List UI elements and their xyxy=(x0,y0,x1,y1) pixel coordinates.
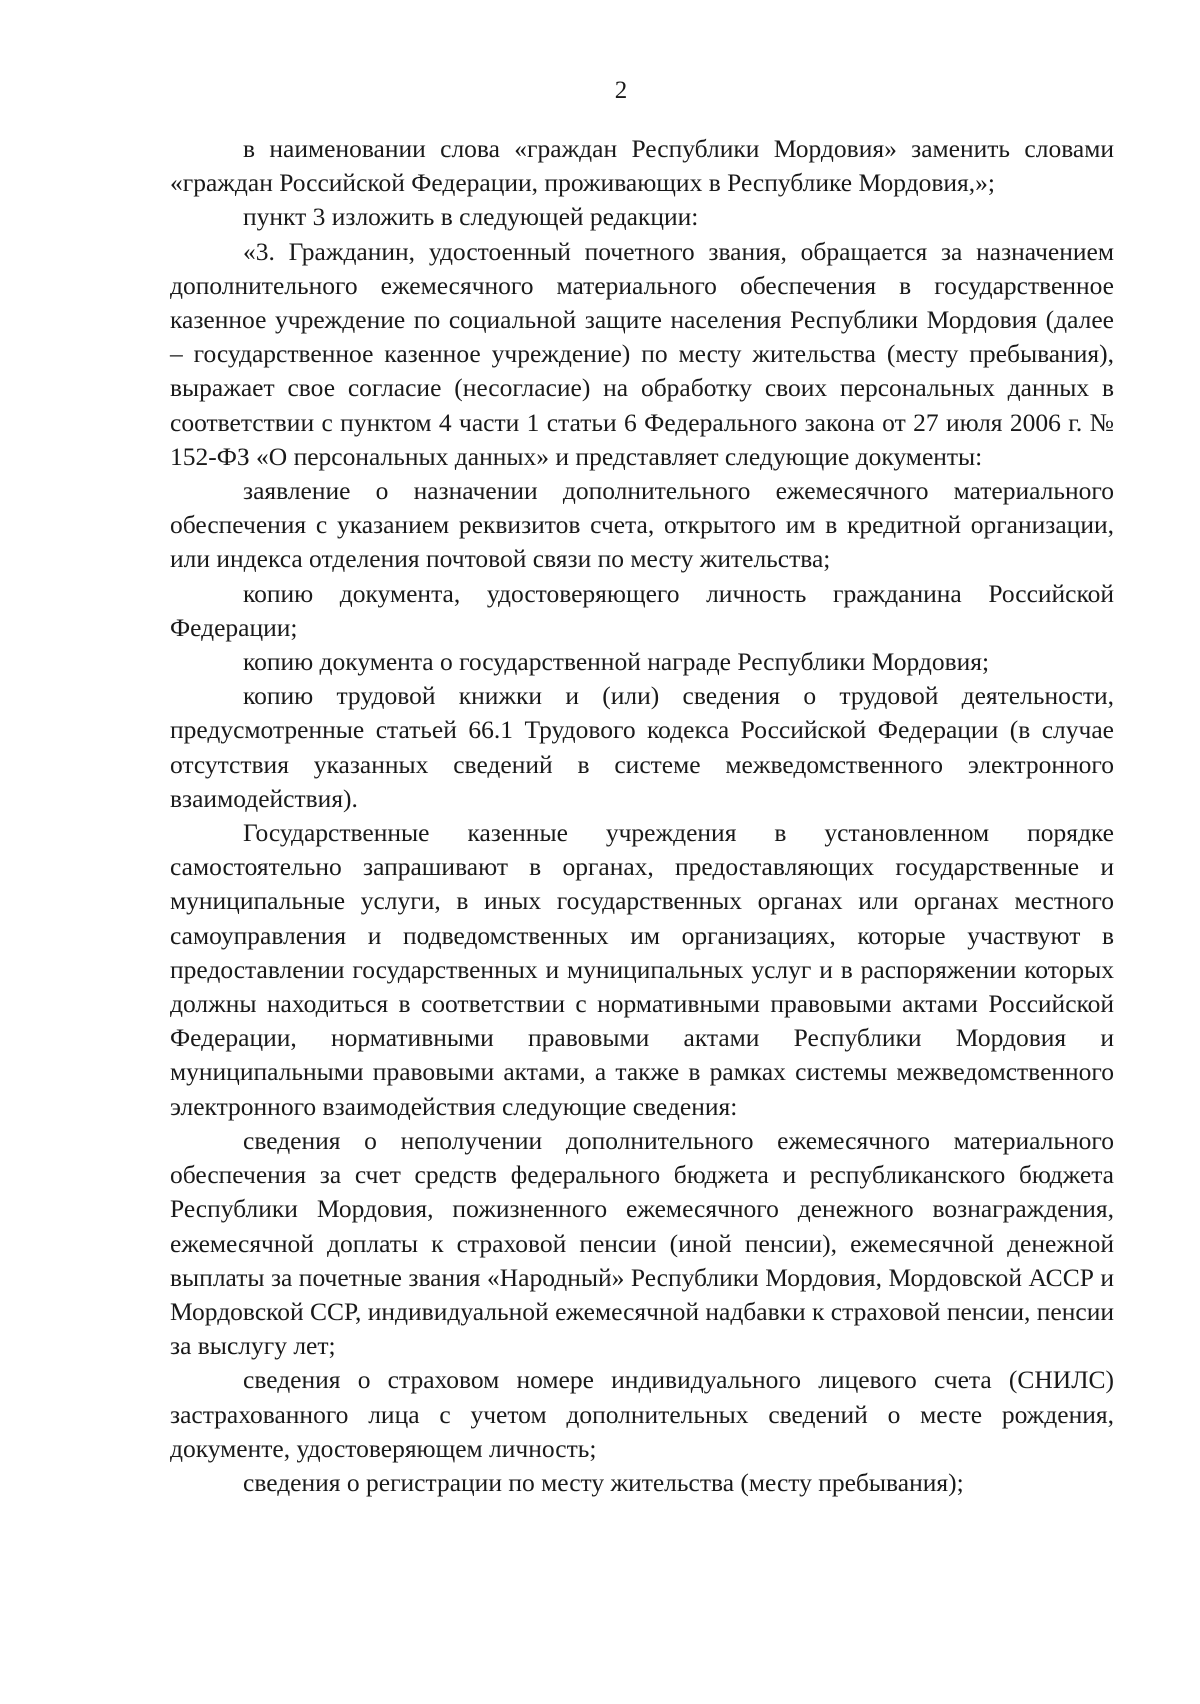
paragraph: копию трудовой книжки и (или) сведения о трудовой деятельности, предусмотренные статьей 66.1 Трудового кодекса Российской Федерации (в случае отсутствия указанных сведений в системе межведомственного электронного взаимодействия). xyxy=(170,681,1114,813)
paragraph: копию документа о государственной награде Республики Мордовия; xyxy=(243,647,990,677)
paragraph: сведения о регистрации по месту жительства (месту пребывания); xyxy=(243,1467,964,1497)
paragraph: копию документа, удостоверяющего личность гражданина Российской Федерации; xyxy=(170,578,1114,642)
paragraph: заявление о назначении дополнительного ежемесячного материального обеспечения с указанием реквизитов счета, открытого им в кредитной организации, или индекса отделения почтовой связи по месту жительства; xyxy=(170,476,1114,574)
paragraph: в наименовании слова «граждан Республики Мордовия» заменить словами «граждан Российской Федерации, проживающих в Республике Мордовия,»; xyxy=(170,134,1114,198)
paragraph: сведения о страховом номере индивидуального лицевого счета (СНИЛС) застрахованного лица с учетом дополнительных сведений о месте рождения, документе, удостоверяющем личность; xyxy=(170,1365,1114,1463)
paragraph: пункт 3 изложить в следующей редакции: xyxy=(243,202,699,232)
page-number: 2 xyxy=(614,77,628,104)
paragraph: Государственные казенные учреждения в установленном порядке самостоятельно запрашивают в органах, предоставляющих государственные и муниципальные услуги, в иных государственных органах или органах местного самоуправления и подведомственных им организациях, которые участвуют в предоставлении государственных и муниципальных услуг и в распоряжении которых должны находиться в соответствии с нормативными правовыми актами Российской Федерации, нормативными правовыми актами Республики Мордовия и муниципальными правовыми актами, а также в рамках системы межведомственного электронного взаимодействия следующие сведения: xyxy=(170,818,1114,1121)
paragraph: сведения о неполучении дополнительного ежемесячного материального обеспечения за счет средств федерального бюджета и республиканского бюджета Республики Мордовия, пожизненного ежемесячного денежного вознаграждения, ежемесячной доплаты к страховой пенсии (иной пенсии), ежемесячной денежной выплаты за почетные звания «Народный» Республики Мордовия, Мордовской АССР и Мордовской ССР, индивидуальной ежемесячной надбавки к страховой пенсии, пенсии за выслугу лет; xyxy=(170,1125,1115,1361)
paragraph: «3. Гражданин, удостоенный почетного звания, обращается за назначением дополнительного ежемесячного материального обеспечения в государственное казенное учреждение по социальной защите населения Республики Мордовия (далее – государственное казенное учреждение) по месту жительства (месту пребывания), выражает свое согласие (несогласие) на обработку своих персональных данных в соответствии с пунктом 4 части 1 статьи 6 Федерального закона от 27 июля 2006 г. № 152-ФЗ «О персональных данных» и представляет следующие документы: xyxy=(170,236,1114,471)
document-body xyxy=(170,132,1114,1500)
